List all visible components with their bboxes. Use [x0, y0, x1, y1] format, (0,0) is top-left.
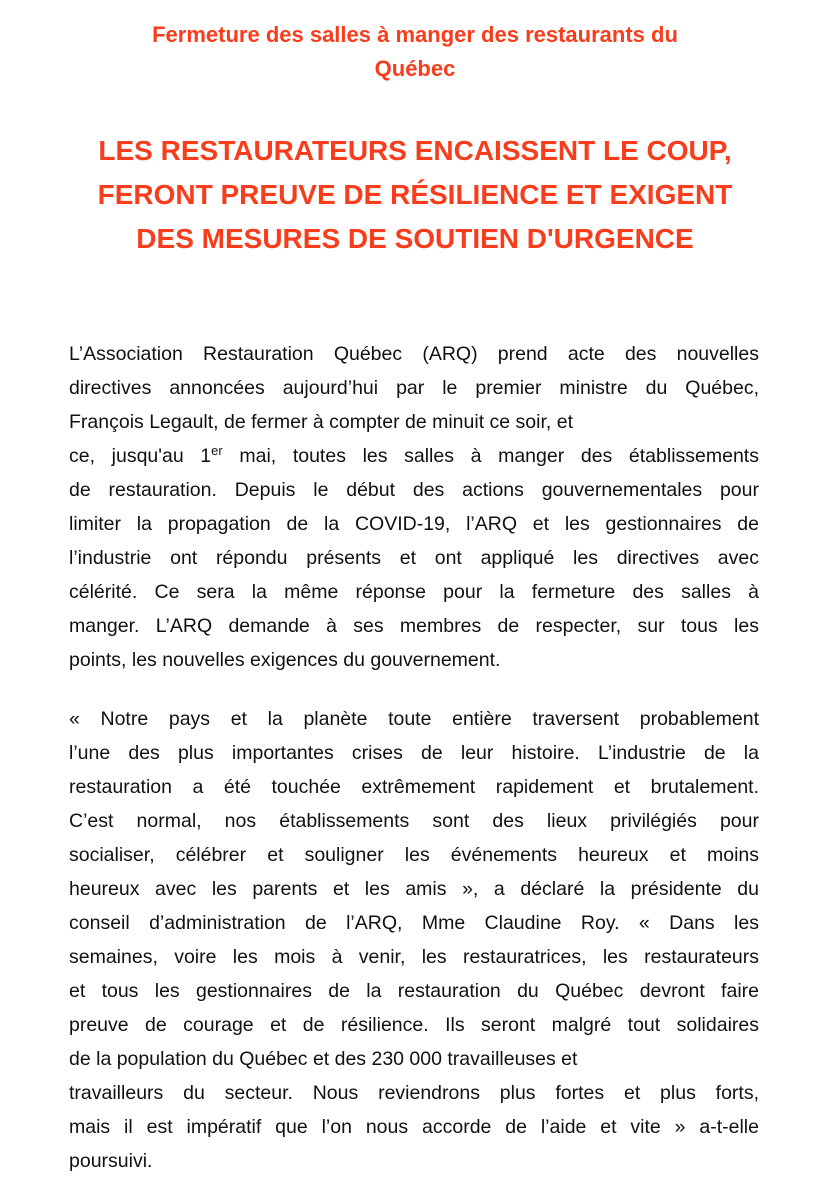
- paragraph-line: directives annoncées aujourd’hui par le premier ministre du Québec,: [69, 377, 759, 399]
- paragraph-line: et tous les gestionnaires de la restauration du Québec devront faire: [69, 980, 759, 1002]
- paragraph-line: poursuivi.: [69, 1150, 153, 1172]
- headline-line: LES RESTAURATEURS ENCAISSENT LE COUP,: [98, 135, 732, 166]
- paragraph-line: C’est normal, nos établissements sont des lieux privilégiés pour: [69, 810, 759, 832]
- subtitle-line: Québec: [374, 56, 456, 81]
- subtitle-line: Fermeture des salles à manger des restaurants du: [152, 22, 678, 47]
- paragraph-line: socialiser, célébrer et souligner les événements heureux et moins: [69, 844, 759, 866]
- paragraph-quote: [69, 702, 759, 1178]
- headline-line: FERONT PREUVE DE RÉSILIENCE ET EXIGENT: [97, 179, 733, 210]
- article-subtitle: [60, 18, 770, 86]
- paragraph-line: limiter la propagation de la COVID-19, l’ARQ et les gestionnaires de: [69, 513, 759, 535]
- paragraph-line: travailleurs du secteur. Nous reviendrons plus fortes et plus forts,: [69, 1082, 759, 1104]
- paragraph-line: L’Association Restauration Québec (ARQ) prend acte des nouvelles: [69, 343, 759, 365]
- paragraph-line: points, les nouvelles exigences du gouvernement.: [69, 649, 501, 671]
- paragraph-line: de restauration. Depuis le début des actions gouvernementales pour: [69, 479, 759, 501]
- paragraph-line: semaines, voire les mois à venir, les restauratrices, les restaurateurs: [69, 946, 759, 968]
- paragraph-line: mais il est impératif que l’on nous accorde de l’aide et vite » a-t-elle: [69, 1116, 759, 1138]
- paragraph-line: célérité. Ce sera la même réponse pour la fermeture des salles à: [69, 581, 759, 603]
- article-headline: [40, 129, 790, 261]
- paragraph-intro: [69, 337, 759, 677]
- date-text-continued: mai, toutes les salles à manger des établissements: [222, 445, 759, 467]
- paragraph-line: de la population du Québec et des 230 000 travailleuses et: [69, 1048, 578, 1070]
- headline-line: DES MESURES DE SOUTIEN D'URGENCE: [136, 223, 694, 254]
- paragraph-line-with-superscript: [69, 439, 759, 473]
- paragraph-line: manger. L’ARQ demande à ses membres de respecter, sur tous les: [69, 615, 759, 637]
- paragraph-line: l’industrie ont répondu présents et ont appliqué les directives avec: [69, 547, 759, 569]
- date-text: ce, jusqu'au 1: [69, 445, 212, 467]
- paragraph-line: restauration a été touchée extrêmement rapidement et brutalement.: [69, 776, 759, 798]
- paragraph-line: heureux avec les parents et les amis », a déclaré la présidente du: [69, 878, 759, 900]
- ordinal-superscript: er: [211, 443, 223, 458]
- paragraph-line: François Legault, de fermer à compter de minuit ce soir, et: [69, 411, 573, 433]
- paragraph-line: conseil d’administration de l’ARQ, Mme Claudine Roy. « Dans les: [69, 912, 759, 934]
- paragraph-line: « Notre pays et la planète toute entière traversent probablement: [69, 708, 759, 730]
- paragraph-line: preuve de courage et de résilience. Ils seront malgré tout solidaires: [69, 1014, 759, 1036]
- paragraph-line: l’une des plus importantes crises de leur histoire. L’industrie de la: [69, 742, 759, 764]
